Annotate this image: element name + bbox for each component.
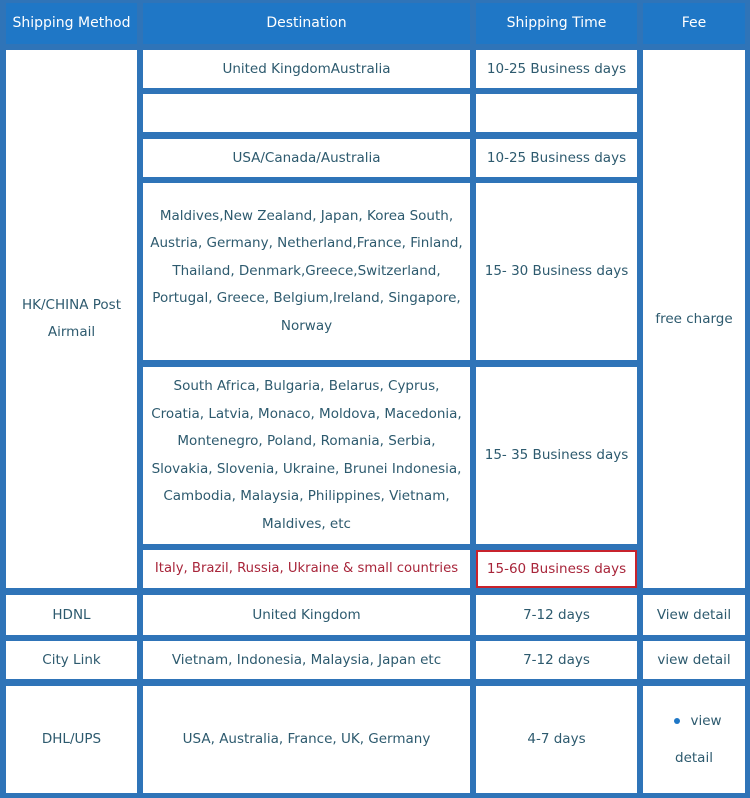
destination-cell: USA/Canada/Australia bbox=[143, 139, 470, 177]
view-detail-link-hdnl[interactable]: View detail bbox=[643, 595, 745, 635]
shipping-time-cell: 15- 35 Business days bbox=[476, 367, 637, 544]
destination-cell: USA, Australia, France, UK, Germany bbox=[143, 686, 470, 793]
header-shipping-time: Shipping Time bbox=[476, 3, 637, 44]
shipping-time-cell: 7-12 days bbox=[476, 595, 637, 635]
method-city-link: City Link bbox=[6, 641, 137, 679]
view-detail-bullet-line bbox=[674, 703, 721, 740]
destination-cell-multi: Maldives,New Zealand, Japan, Korea South, Austria, Germany, Netherland,France, Finland, Thailand, Denmark,Greece,Switzerland, Portugal, Greece, Belgium,Ireland, Singapore, Norway bbox=[143, 183, 470, 360]
view-detail-link-city-link[interactable]: view detail bbox=[643, 641, 745, 679]
shipping-time-cell: 4-7 days bbox=[476, 686, 637, 793]
shipping-time-cell: 7-12 days bbox=[476, 641, 637, 679]
header-destination: Destination bbox=[143, 3, 470, 44]
shipping-time-cell: 10-25 Business days bbox=[476, 50, 637, 88]
header-shipping-method: Shipping Method bbox=[6, 3, 137, 44]
method-hdnl: HDNL bbox=[6, 595, 137, 635]
method-dhl-ups: DHL/UPS bbox=[6, 686, 137, 793]
fee-free-charge: free charge bbox=[643, 50, 745, 588]
destination-cell-empty bbox=[143, 94, 470, 132]
destination-cell: Vietnam, Indonesia, Malaysia, Japan etc bbox=[143, 641, 470, 679]
shipping-time-cell: 15- 30 Business days bbox=[476, 183, 637, 360]
view-detail-text-line1: view bbox=[690, 712, 722, 729]
destination-cell-highlight: Italy, Brazil, Russia, Ukraine & small countries bbox=[143, 550, 470, 588]
view-detail-link-dhl-ups[interactable] bbox=[643, 686, 745, 793]
bullet-icon bbox=[674, 718, 680, 724]
destination-cell-multi: South Africa, Bulgaria, Belarus, Cyprus, Croatia, Latvia, Monaco, Moldova, Macedonia, Montenegro, Poland, Romania, Serbia, Slovakia, Slovenia, Ukraine, Brunei Indonesia, Cambodia, Malaysia, Philippines, Vietnam, Maldives, etc bbox=[143, 367, 470, 544]
header-fee: Fee bbox=[643, 3, 745, 44]
shipping-time-cell: 10-25 Business days bbox=[476, 139, 637, 177]
destination-cell: United KingdomAustralia bbox=[143, 50, 470, 88]
shipping-time-cell-highlight: 15-60 Business days bbox=[476, 550, 637, 588]
method-hk-china-post: HK/CHINA Post Airmail bbox=[6, 50, 137, 588]
destination-cell: United Kingdom bbox=[143, 595, 470, 635]
view-detail-text-line2: detail bbox=[675, 749, 713, 766]
shipping-time-cell-empty bbox=[476, 94, 637, 132]
